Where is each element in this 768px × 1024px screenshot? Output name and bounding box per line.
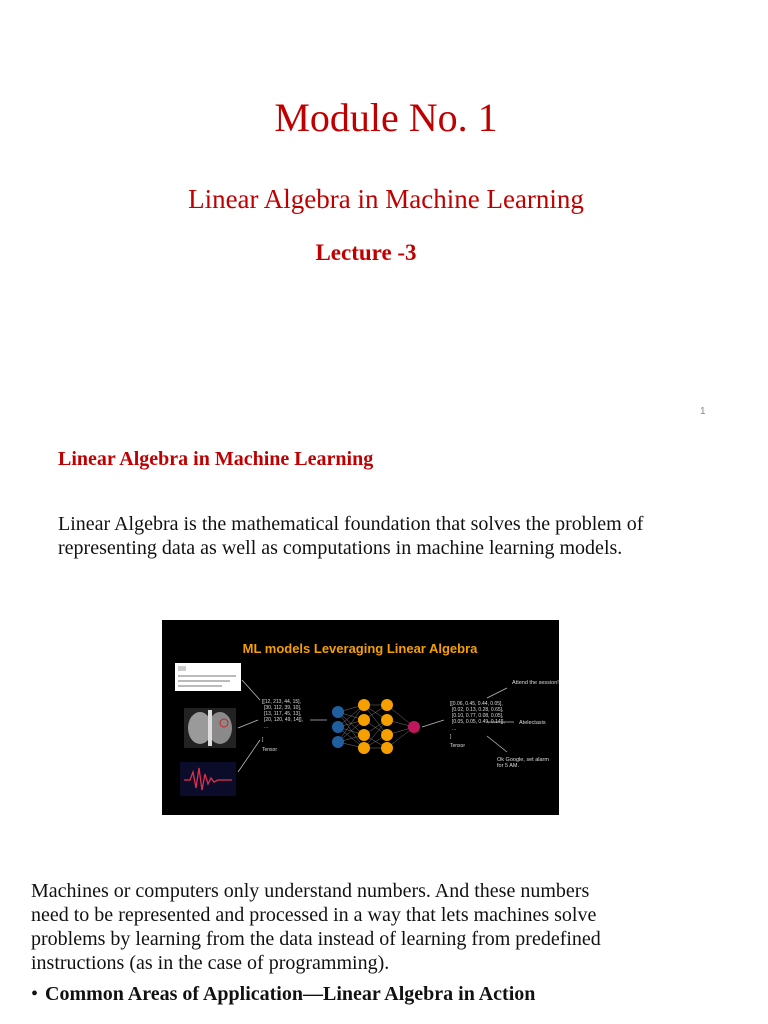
network-connections bbox=[338, 705, 414, 748]
output-label-session: Attend the session! bbox=[512, 680, 559, 686]
audio-waveform-thumbnail bbox=[180, 762, 236, 796]
page-title: Module No. 1 bbox=[274, 95, 498, 140]
input-tensor-row: [13, 117, 45, 13], bbox=[264, 711, 302, 717]
para-line-2: need to be represented and processed in a way that lets machines solve bbox=[31, 904, 597, 926]
hidden-node bbox=[358, 729, 370, 741]
intro-paragraph bbox=[58, 512, 738, 560]
hidden-node bbox=[381, 699, 393, 711]
output-tensor-label: Tensor bbox=[450, 743, 466, 749]
para-line-3: problems by learning from the data instead of learning from predefined bbox=[31, 928, 601, 950]
input-node bbox=[332, 736, 344, 748]
input-tensor-row: ... bbox=[264, 724, 269, 730]
bullet-text: Common Areas of Application—Linear Algebra in Action bbox=[45, 983, 536, 1005]
subtitle: Linear Algebra in Machine Learning bbox=[188, 184, 584, 214]
hidden-node bbox=[381, 742, 393, 754]
output-tensor-row: [0.05, 0.05, 0.49, 0.14]], bbox=[452, 719, 505, 725]
network-output-arrow bbox=[422, 720, 444, 727]
output-tensor-row: ... bbox=[452, 726, 457, 732]
output-tensor-row: ] bbox=[450, 734, 452, 740]
section-heading: Linear Algebra in Machine Learning bbox=[58, 448, 374, 470]
output-tensor-row: [0.10, 0.77, 0.08, 0.05], bbox=[452, 713, 504, 719]
input-tensor-row: [20, 120, 49, 14]], bbox=[264, 717, 303, 723]
hidden-node bbox=[358, 714, 370, 726]
network-nodes bbox=[332, 699, 420, 754]
ml-figure bbox=[162, 620, 559, 815]
hidden-node bbox=[381, 714, 393, 726]
intro-line-2: representing data as well as computations in machine learning models. bbox=[58, 537, 623, 559]
figure-title: ML models Leveraging Linear Algebra bbox=[242, 641, 478, 656]
output-node bbox=[408, 721, 420, 733]
page-number: 1 bbox=[700, 406, 706, 417]
input-tensor-label: Tensor bbox=[262, 747, 278, 753]
input-node bbox=[332, 706, 344, 718]
bullet-item bbox=[31, 983, 535, 1006]
input-tensor-row: [30, 112, 39, 10], bbox=[264, 705, 302, 711]
output-label-voice-line1: Ok Google, set alarm bbox=[497, 757, 549, 763]
input-arrows bbox=[238, 680, 327, 772]
body-paragraph bbox=[31, 879, 711, 975]
intro-line-1: Linear Algebra is the mathematical foundation that solves the problem of bbox=[58, 513, 644, 535]
lecture-label: Lecture -3 bbox=[315, 240, 417, 265]
input-node bbox=[332, 721, 344, 733]
input-tensor-row: [[12, 213, 44, 15], bbox=[262, 699, 301, 705]
para-line-4: instructions (as in the case of programming). bbox=[31, 952, 390, 974]
output-tensor-row: [[0.06, 0.45, 0.44, 0.05], bbox=[450, 701, 503, 707]
input-tensor-row: ] bbox=[262, 737, 264, 743]
hidden-node bbox=[358, 699, 370, 711]
hidden-node bbox=[381, 729, 393, 741]
xray-thumbnail bbox=[184, 708, 236, 748]
bullet-icon: • bbox=[31, 983, 39, 1005]
para-line-1: Machines or computers only understand numbers. And these numbers bbox=[31, 880, 590, 902]
output-label-voice-line2: for 5 AM. bbox=[497, 763, 520, 769]
output-tensor-row: [0.02, 0.13, 0.28, 0.65], bbox=[452, 707, 504, 713]
tweet-thumbnail bbox=[175, 663, 241, 691]
output-label-diagnosis: Atelectasis bbox=[519, 720, 546, 726]
hidden-node bbox=[358, 742, 370, 754]
ml-diagram bbox=[162, 620, 559, 815]
